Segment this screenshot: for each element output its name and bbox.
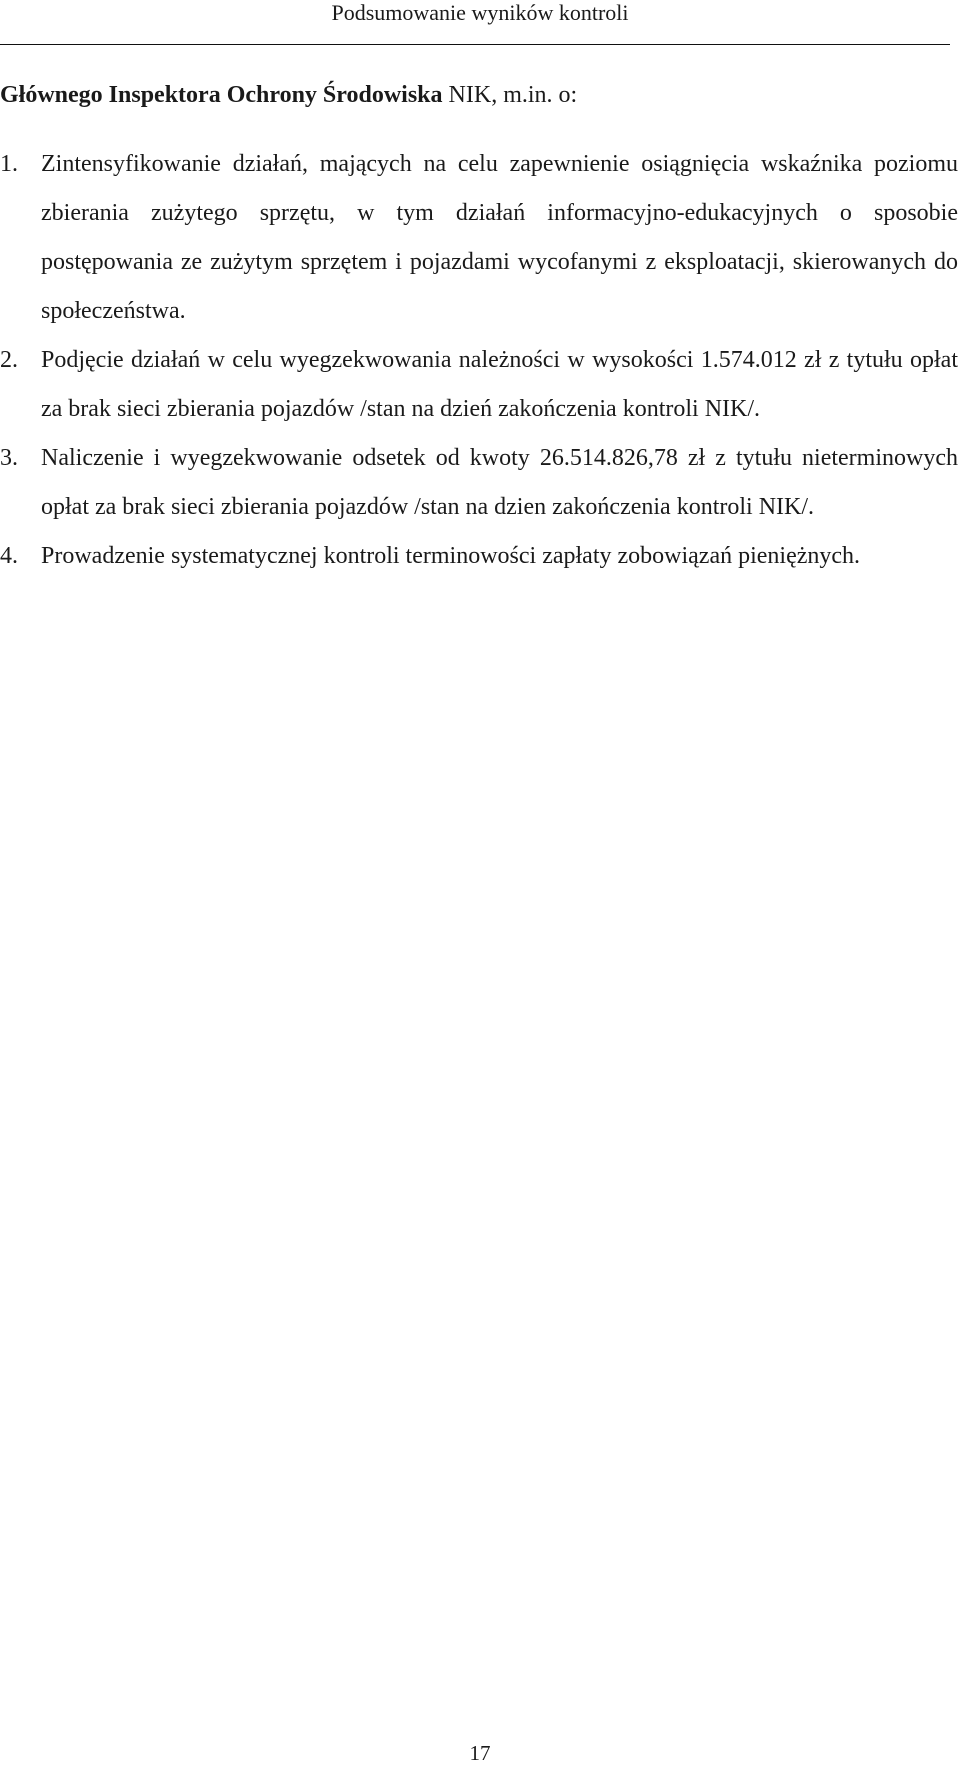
list-item-text: Prowadzenie systematycznej kontroli terminowości zapłaty zobowiązań pieniężnych.: [41, 543, 861, 569]
list-item-text: Podjęcie działań w celu wyegzekwowania należności w wysokości 1.574.012 zł z tytułu opłat za brak sieci zbierania pojazdów /stan na dzień zakończenia kontroli NIK/.: [41, 347, 958, 422]
list-item: [0, 434, 958, 532]
intro-plain-text: NIK, m.in. o:: [442, 82, 578, 108]
list-item: [0, 532, 958, 581]
page-number: 17: [469, 1741, 491, 1765]
intro-line: [0, 80, 577, 110]
header-divider: [0, 44, 950, 45]
list-item-number: 1.: [0, 151, 18, 177]
running-header: Podsumowanie wyników kontroli: [331, 0, 629, 25]
list-item: [0, 140, 958, 336]
list-item-number: 3.: [0, 445, 18, 471]
list-item-number: 2.: [0, 347, 18, 373]
list-item-text: Naliczenie i wyegzekwowanie odsetek od kwoty 26.514.826,78 zł z tytułu nieterminowych opłat za brak sieci zbierania pojazdów /stan na dzien zakończenia kontroli NIK/.: [41, 445, 958, 520]
list-item: [0, 336, 958, 434]
list-item-number: 4.: [0, 543, 18, 569]
intro-bold-text: Głównego Inspektora Ochrony Środowiska: [0, 82, 443, 108]
recommendation-list: [0, 140, 958, 581]
list-item-text: Zintensyfikowanie działań, mających na celu zapewnienie osiągnięcia wskaźnika poziomu zbierania zużytego sprzętu, w tym działań informacyjno-edukacyjnych o sposobie postępowania ze zużytym sprzętem i pojazdami wycofanymi z eksploatacji, skierowanych do społeczeństwa.: [41, 151, 958, 324]
